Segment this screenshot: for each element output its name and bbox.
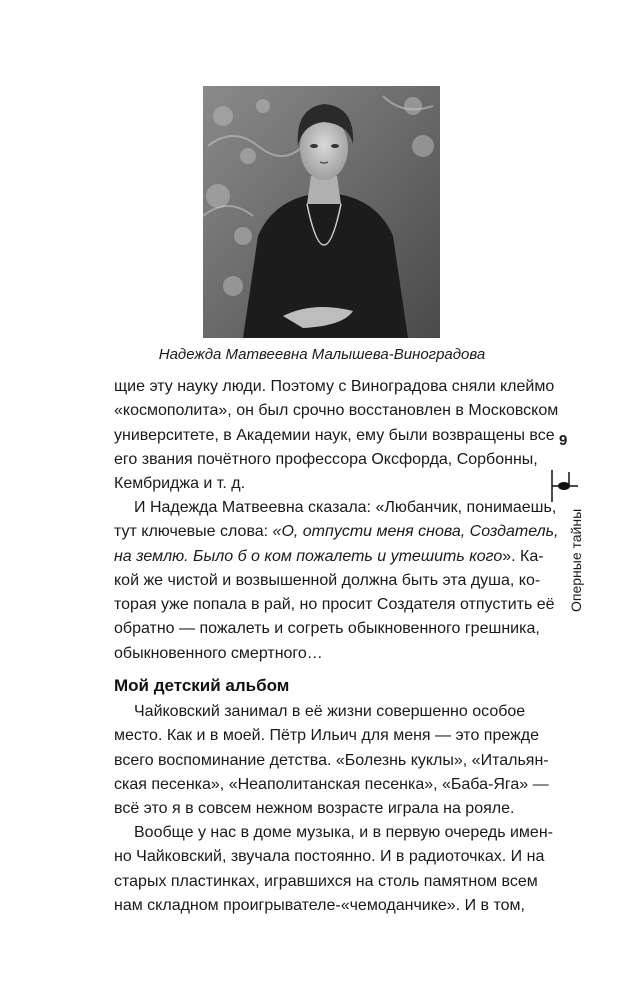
text-line: Вообще у нас в доме музыка, и в первую очередь имен- — [134, 824, 553, 841]
text-line: торая уже попала в рай, но просит Создателя отпустить её — [114, 596, 555, 614]
quote-italic: на землю. Было б о ком пожалеть и утешить кого — [114, 547, 503, 565]
text-line — [114, 545, 544, 569]
text-line: «космополита», он был срочно восстановлен в Московском — [114, 402, 559, 420]
portrait-illustration — [203, 86, 440, 338]
text-line — [114, 520, 559, 544]
text-line: обратно — пожалеть и согреть обыкновенного грешника, — [114, 620, 540, 638]
portrait-photo — [203, 86, 440, 338]
text-line: нам складном проигрывателе-«чемоданчике». И в том, — [114, 896, 525, 914]
running-title: Оперные тайны — [568, 508, 584, 612]
text-line: щие эту науку люди. Поэтому с Виноградова сняли клеймо — [114, 378, 555, 395]
text-line: Чайковский занимал в её жизни совершенно особое — [134, 703, 526, 720]
text-line: кой же чистой и возвышенной должна быть эта душа, ко- — [114, 571, 541, 589]
text-line: всего воспоминание детства. «Болезнь куклы», «Итальян- — [114, 751, 549, 769]
paragraph-4 — [114, 821, 553, 918]
text-line: ская песенка», «Неаполитанская песенка», «Баба-Яга» — — [114, 775, 549, 793]
text-line: старых пластинках, игравшихся на столь памятном всем — [114, 872, 538, 890]
page-number: 9 — [559, 432, 568, 449]
photo-caption: Надежда Матвеевна Малышева-Виноградова — [158, 346, 486, 363]
text-line: всё это я в совсем нежном возрасте играла на рояле. — [114, 800, 515, 818]
paragraph-2 — [114, 496, 559, 666]
text-line: обыкновенного смертного… — [114, 644, 323, 662]
text-span: тут ключевые слова: — [114, 523, 273, 541]
section-heading: Мой детский альбом — [114, 676, 290, 695]
text-line: Кембриджа и т. д. — [114, 475, 246, 493]
text-line: место. Как и в моей. Пётр Ильич для меня — это прежде — [114, 727, 540, 745]
text-line: И Надежда Матвеевна сказала: «Любанчик, понимаешь, — [134, 499, 557, 516]
text-line: но Чайковский, звучала постоянно. И в радиоточках. И на — [114, 848, 545, 866]
paragraph-3 — [114, 700, 549, 821]
quote-italic: «О, отпусти меня снова, Создатель, — [272, 523, 559, 541]
text-line: университете, в Академии наук, ему были возвращены все — [114, 426, 555, 444]
text-span: ». Ка- — [502, 547, 544, 565]
paragraph-1 — [114, 375, 559, 496]
text-line: его звания почётного профессора Оксфорда, Сорбонны, — [114, 450, 538, 468]
